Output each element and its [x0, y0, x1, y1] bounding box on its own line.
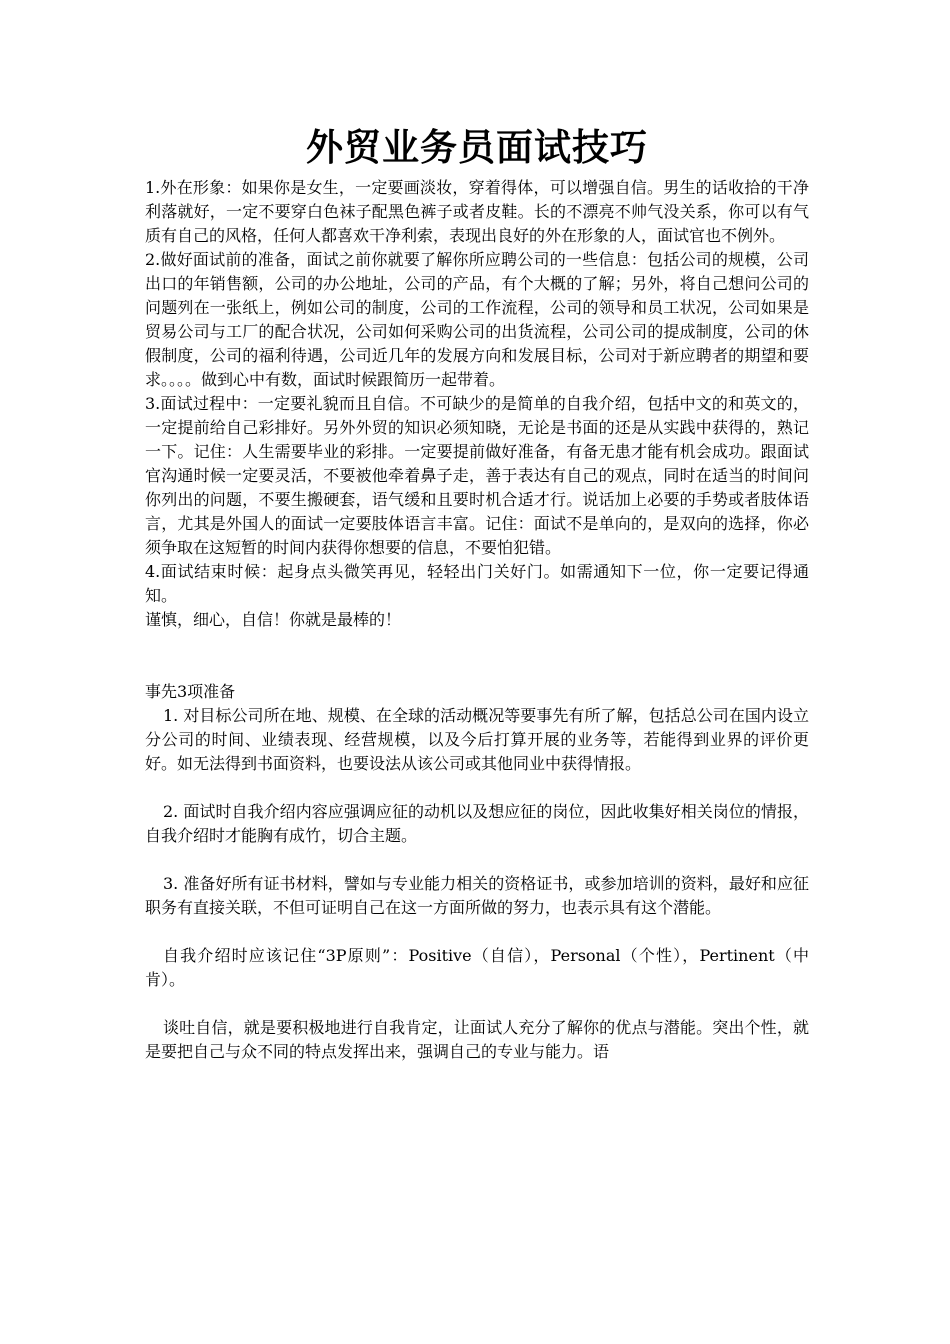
- spacer: [145, 992, 809, 1016]
- paragraph-motto: 谨慎，细心，自信！你就是最棒的！: [145, 610, 402, 629]
- preparation-item-3: 3. 准备好所有证书材料，譬如与专业能力相关的资格证书，或参加培训的资料，最好和应征职务有直接关联，不但可证明自己在这一方面所做的努力，也表示具有这个潜能。: [145, 874, 809, 917]
- document-title: 外贸业务员面试技巧: [306, 125, 648, 169]
- spacer: [145, 776, 809, 800]
- spacer: [145, 848, 809, 872]
- preparation-item-1: 1. 对目标公司所在地、规模、在全球的活动概况等要事先有所了解，包括总公司在国内设立分公司的时间、业绩表现、经营规模，以及今后打算开展的业务等，若能得到业界的评价更好。如无法得到书面资料，也要设法从该公司或其他同业中获得情报。: [145, 706, 809, 773]
- spacer: [145, 632, 809, 680]
- closing-paragraph: 谈吐自信，就是要积极地进行自我肯定，让面试人充分了解你的优点与潜能。突出个性，就是要把自己与众不同的特点发挥出来，强调自己的专业与能力。语: [145, 1018, 809, 1061]
- paragraph-appearance: 1.外在形象：如果你是女生，一定要画淡妆，穿着得体，可以增强自信。男生的话收拾的干净利落就好，一定不要穿白色袜子配黑色裤子或者皮鞋。长的不漂亮不帅气没关系，你可以有气质有自己的风格，任何人都喜欢干净利索，表现出良好的外在形象的人，面试官也不例外。: [145, 178, 809, 245]
- paragraph-interview-end: 4.面试结束时候：起身点头微笑再见，轻轻出门关好门。如需通知下一位，你一定要记得通知。: [145, 562, 809, 605]
- document-page: [145, 118, 809, 1064]
- spacer: [145, 920, 809, 944]
- preparation-item-2: 2. 面试时自我介绍内容应强调应征的动机以及想应征的岗位，因此收集好相关岗位的情报，自我介绍时才能胸有成竹，切合主题。: [145, 802, 809, 845]
- paragraph-interview-process: 3.面试过程中：一定要礼貌而且自信。不可缺少的是简单的自我介绍，包括中文的和英文的，一定提前给自己彩排好。另外外贸的知识必须知晓，无论是书面的还是从实践中获得的，熟记一下。记住：人生需要毕业的彩排。一定要提前做好准备，有备无患才能有机会成功。跟面试官沟通时候一定要灵活，不要被他牵着鼻子走，善于表达有自己的观点，同时在适当的时间问你列出的问题，不要生搬硬套，语气缓和且要时机合适才行。说话加上必要的手势或者肢体语言，尤其是外国人的面试一定要肢体语言丰富。记住：面试不是单向的，是双向的选择，你必须争取在这短暂的时间内获得你想要的信息，不要怕犯错。: [145, 394, 809, 557]
- principle-paragraph: 自我介绍时应该记住“3P原则”：Positive（自信），Personal（个性），Pertinent（中肯）。: [145, 946, 809, 989]
- section-heading: 事先3项准备: [145, 682, 236, 701]
- paragraph-preparation: 2.做好面试前的准备，面试之前你就要了解你所应聘公司的一些信息：包括公司的规模，公司出口的年销售额，公司的办公地址，公司的产品，有个大概的了解；另外，将自己想问公司的问题列在一张纸上，例如公司的制度，公司的工作流程，公司的领导和员工状况，公司如果是贸易公司与工厂的配合状况，公司如何采购公司的出货流程，公司公司的提成制度，公司的休假制度，公司的福利待遇，公司近几年的发展方向和发展目标，公司对于新应聘者的期望和要求。。。。做到心中有数，面试时候跟简历一起带着。: [145, 250, 809, 389]
